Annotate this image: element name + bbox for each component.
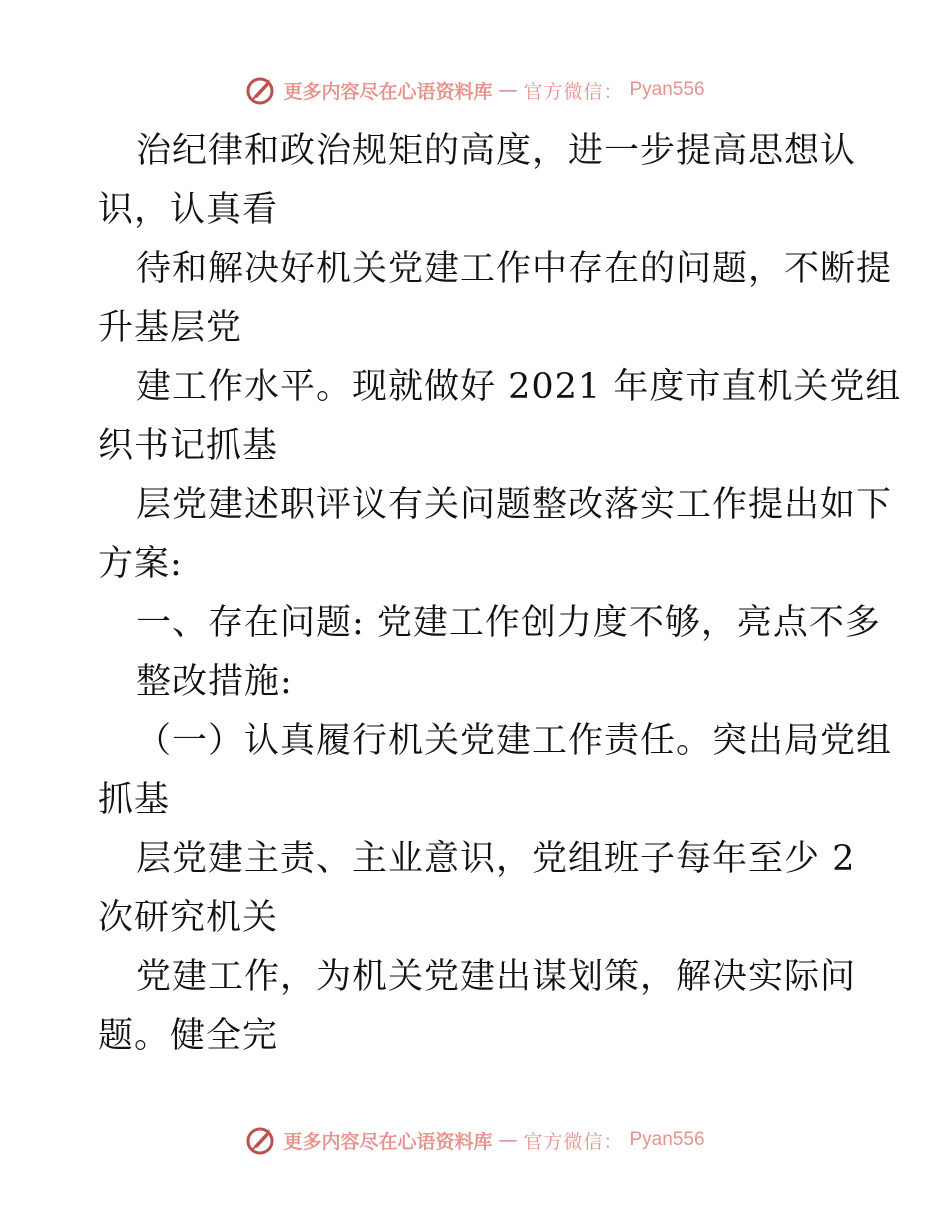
- text-line: 治纪律和政治规矩的高度，进一步提高思想认: [136, 131, 857, 171]
- text-line: 建工作水平。现就做好 2021 年度市直机关党组: [136, 367, 902, 407]
- text-line: 党建工作，为机关党建出谋划策，解决实际问: [136, 957, 857, 997]
- banner-wechat-label: 官方微信：: [523, 1130, 624, 1153]
- text-line: 题。健全完: [98, 1016, 279, 1056]
- text-line: 整改措施:: [136, 662, 293, 702]
- text-line: 织书记抓基: [98, 426, 279, 466]
- text-line: 待和解决好机关党建工作中存在的问题，不断提: [136, 249, 893, 289]
- quill-logo-icon: [245, 74, 277, 106]
- text-line: 识，认真看: [98, 190, 279, 230]
- banner-main-text: 更多内容尽在心语资料库: [283, 80, 493, 103]
- text-line: 升基层党: [98, 308, 243, 348]
- text-line: 层党建主责、主业意识，党组班子每年至少 2: [136, 839, 856, 879]
- text-line: 一、存在问题: 党建工作创力度不够，亮点不多: [136, 603, 881, 643]
- banner-dash: —: [498, 79, 518, 101]
- text-line: （一）认真履行机关党建工作责任。突出局党组: [136, 721, 893, 761]
- banner-wechat-id: Pyan556: [629, 79, 705, 100]
- banner-main-text: 更多内容尽在心语资料库: [283, 1130, 493, 1153]
- header-banner: [0, 70, 950, 110]
- text-line: 次研究机关: [98, 898, 279, 938]
- footer-banner-content: [245, 1124, 704, 1156]
- quill-logo-icon: [245, 1124, 277, 1156]
- text-line: 层党建述职评议有关问题整改落实工作提出如下: [136, 485, 893, 525]
- header-banner-content: [245, 74, 704, 106]
- text-line: 抓基: [98, 780, 171, 820]
- document-body: [98, 122, 902, 1066]
- footer-banner: [0, 1120, 950, 1160]
- text-line: 方案:: [98, 544, 183, 584]
- banner-dash: —: [498, 1129, 518, 1151]
- banner-wechat-id: Pyan556: [629, 1129, 705, 1150]
- banner-wechat-label: 官方微信：: [523, 80, 624, 103]
